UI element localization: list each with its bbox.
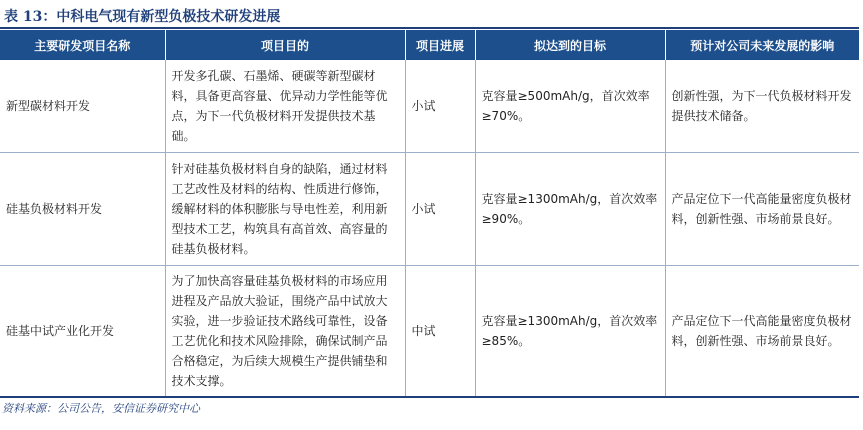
progress-cell: 中试 xyxy=(405,266,475,398)
target-cell: 克容量≥1300mAh/g，首次效率≥90%。 xyxy=(475,153,665,266)
purpose-cell: 针对硅基负极材料自身的缺陷，通过材料工艺改性及材料的结构、性质进行修饰，缓解材料的体积膨胀与导电性差，利用新型技术工艺，构筑具有高首效、高容量的硅基负极材料。 xyxy=(165,153,405,266)
rd-progress-table xyxy=(0,30,859,398)
table-title: 表 13：中科电气现有新型负极技术研发进展 xyxy=(4,9,281,25)
header-project-name: 主要研发项目名称 xyxy=(0,30,165,60)
purpose-cell: 为了加快高容量硅基负极材料的市场应用进程及产品放大验证，围绕产品中试放大实验，进一步验证技术路线可靠性，设备工艺优化和技术风险排除，确保试制产品合格稳定，为后续大规模生产提供铺垫和技术支撑。 xyxy=(165,266,405,398)
impact-cell: 产品定位下一代高能量密度负极材料，创新性强、市场前景良好。 xyxy=(665,153,859,266)
target-cell: 克容量≥500mAh/g，首次效率≥70%。 xyxy=(475,60,665,153)
table-row xyxy=(0,266,859,398)
table-header-row xyxy=(0,30,859,60)
purpose-cell: 开发多孔碳、石墨烯、硬碳等新型碳材料，具备更高容量、优异动力学性能等优点，为下一代负极材料开发提供技术基础。 xyxy=(165,60,405,153)
project-name-cell: 硅基中试产业化开发 xyxy=(0,266,165,398)
target-cell: 克容量≥1300mAh/g，首次效率≥85%。 xyxy=(475,266,665,398)
header-purpose: 项目目的 xyxy=(165,30,405,60)
header-progress: 项目进展 xyxy=(405,30,475,60)
title-rule xyxy=(0,27,859,29)
impact-cell: 创新性强，为下一代负极材料开发提供技术储备。 xyxy=(665,60,859,153)
project-name-cell: 硅基负极材料开发 xyxy=(0,153,165,266)
table-row xyxy=(0,153,859,266)
header-impact: 预计对公司未来发展的影响 xyxy=(665,30,859,60)
table-row xyxy=(0,60,859,153)
project-name-cell: 新型碳材料开发 xyxy=(0,60,165,153)
source-note: 资料来源：公司公告，安信证券研究中心 xyxy=(2,402,200,415)
header-target: 拟达到的目标 xyxy=(475,30,665,60)
progress-cell: 小试 xyxy=(405,60,475,153)
impact-cell: 产品定位下一代高能量密度负极材料，创新性强、市场前景良好。 xyxy=(665,266,859,398)
progress-cell: 小试 xyxy=(405,153,475,266)
